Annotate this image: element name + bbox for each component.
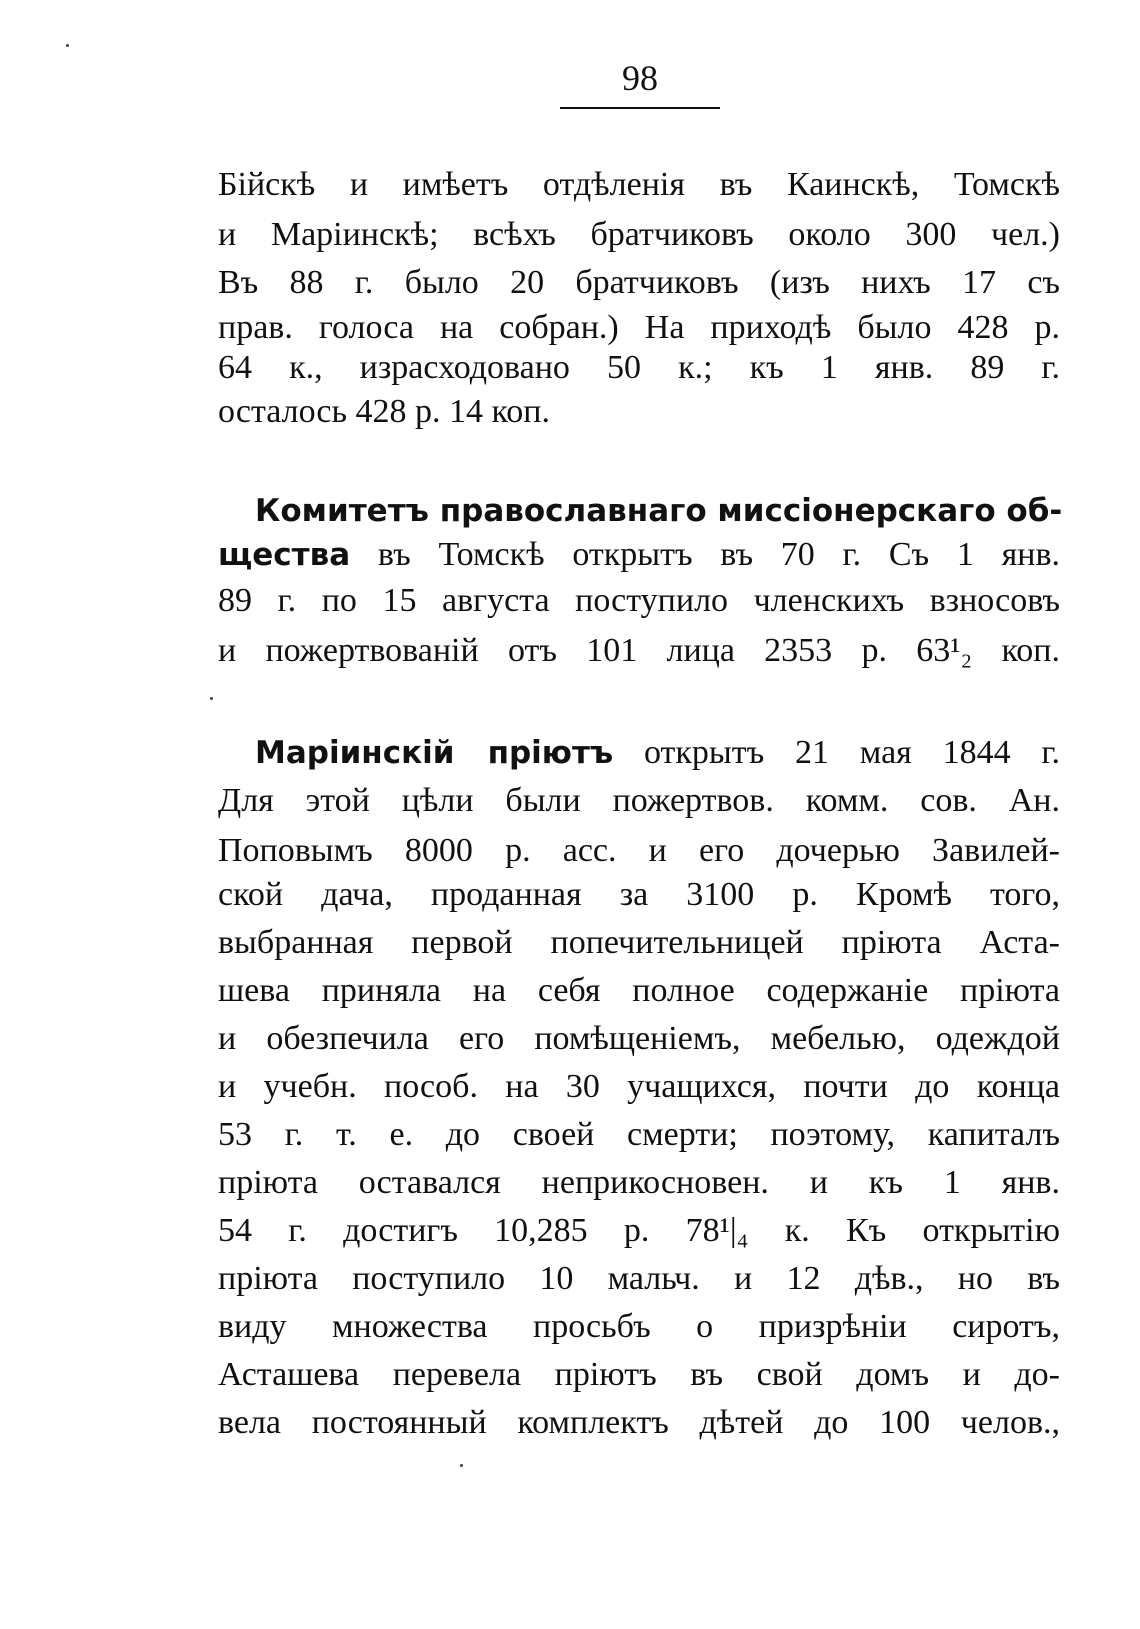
- text-line: виду множества просьбъ о призрѣніи сиротъ,: [218, 1308, 1060, 1345]
- text-line: 54 г. достигъ 10,285 р. 78¹|₄ к. Къ открытію: [218, 1212, 1060, 1249]
- text-line: и учебн. пособ. на 30 учащихся, почти до конца: [218, 1068, 1060, 1105]
- heading-text: Комитетъ православнаго миссіонерскаго об-: [255, 493, 1063, 529]
- text-line: осталось 428 р. 14 коп.: [218, 393, 550, 430]
- text-run: въ Томскѣ открытъ въ 70 г. Съ 1 янв.: [377, 536, 1060, 573]
- text-line: 89 г. по 15 августа поступило членскихъ взносовъ: [218, 582, 1060, 619]
- text-line: Для этой цѣли были пожертвов. комм. сов. Ан.: [218, 782, 1060, 819]
- text-line: Асташева перевела пріютъ въ свой домъ и до-: [218, 1356, 1060, 1393]
- text-line: выбранная первой попечительницей пріюта Аста-: [218, 924, 1060, 961]
- text-line: вела постоянный комплектъ дѣтей до 100 челов.,: [218, 1404, 1060, 1441]
- paragraph-heading: [255, 486, 1063, 536]
- text-line: Въ 88 г. было 20 братчиковъ (изъ нихъ 17 съ: [218, 264, 1060, 301]
- heading-text: Маріинскій пріютъ: [255, 735, 614, 771]
- text-line: пріюта оставался неприкосновен. и къ 1 янв.: [218, 1164, 1060, 1201]
- text-line: Поповымъ 8000 р. асс. и его дочерью Завилей-: [218, 832, 1060, 869]
- text-line: прав. голоса на собран.) На приходѣ было 428 р.: [218, 309, 1060, 346]
- text-line: шева приняла на себя полное содержаніе пріюта: [218, 972, 1060, 1009]
- text-line: [218, 530, 1060, 580]
- scan-speck: [460, 1464, 463, 1467]
- text-line: и обезпечила его помѣщеніемъ, мебелью, одеждой: [218, 1020, 1060, 1057]
- text-line: [255, 728, 1060, 778]
- text-line: 64 к., израсходовано 50 к.; къ 1 янв. 89 г.: [218, 349, 1060, 386]
- text-line: 53 г. т. е. до своей смерти; поэтому, капиталъ: [218, 1116, 1060, 1153]
- text-line: пріюта поступило 10 мальч. и 12 дѣв., но въ: [218, 1260, 1060, 1297]
- text-line: ской дача, проданная за 3100 р. Кромѣ того,: [218, 876, 1060, 913]
- heading-text: щества: [218, 537, 351, 573]
- text-line: Бійскѣ и имѣетъ отдѣленія въ Каинскѣ, Томскѣ: [218, 166, 1060, 203]
- page-number-rule: [560, 107, 720, 109]
- page-number: 98: [622, 58, 658, 98]
- scan-speck: [210, 697, 213, 700]
- text-line: и пожертвованій отъ 101 лица 2353 р. 63¹₂ коп.: [218, 632, 1060, 669]
- scan-speck: [66, 44, 69, 47]
- text-run: открытъ 21 мая 1844 г.: [644, 734, 1060, 771]
- text-line: и Маріинскѣ; всѣхъ братчиковъ около 300 чел.): [218, 216, 1060, 253]
